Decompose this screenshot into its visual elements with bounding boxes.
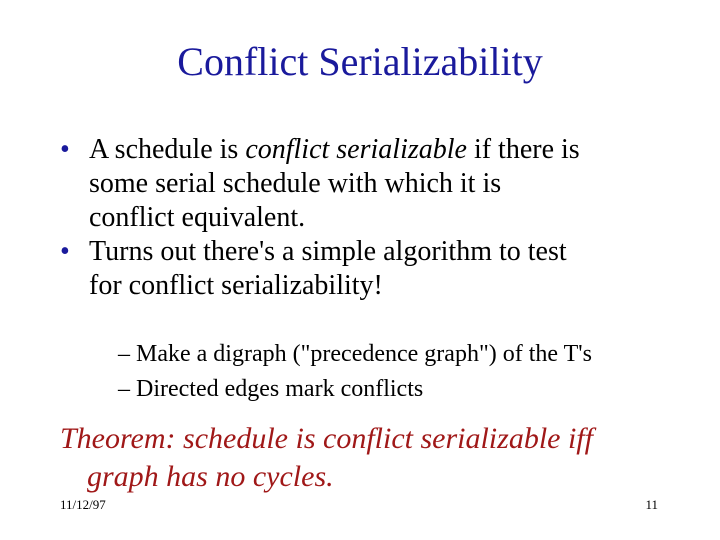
- bullet-line: Turns out there's a simple algorithm to test: [89, 236, 567, 267]
- slide-number: 11: [645, 497, 658, 512]
- bullet-list: [60, 133, 680, 303]
- bullet-text: A schedule is: [89, 134, 246, 165]
- bullet-line: for conflict serializability!: [89, 270, 383, 301]
- bullet-marker: •: [60, 236, 70, 267]
- slide-title: Conflict Serializability: [177, 39, 543, 84]
- theorem-line: Theorem: schedule is conflict serializable iff: [60, 422, 593, 455]
- footer-date: 11/12/97: [60, 497, 106, 512]
- sub-bullet-item: – Directed edges mark conflicts: [118, 376, 424, 402]
- emphasized-term: conflict serializable: [245, 134, 467, 165]
- sub-bullet-item: – Make a digraph ("precedence graph") of the T's: [118, 341, 592, 367]
- sub-bullet-list: [118, 337, 678, 407]
- bullet-text: if there is: [466, 134, 580, 165]
- bullet-line: [89, 133, 680, 167]
- theorem-statement: [60, 420, 700, 496]
- bullet-line: conflict equivalent.: [89, 202, 306, 233]
- bullet-marker: •: [60, 134, 70, 165]
- theorem-line: graph has no cycles.: [87, 460, 334, 493]
- bullet-item: [60, 235, 680, 303]
- bullet-item: [60, 133, 680, 235]
- bullet-line: some serial schedule with which it is: [89, 168, 502, 199]
